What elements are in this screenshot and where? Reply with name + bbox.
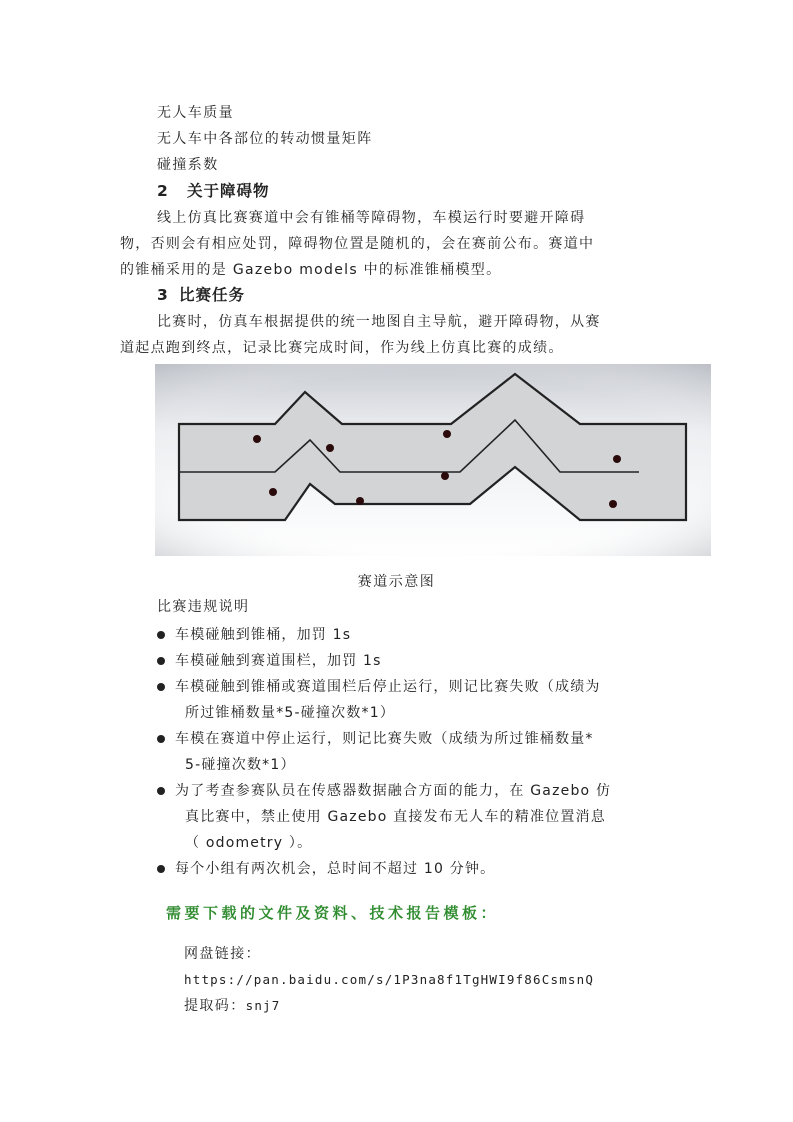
rule-text-continued: 所过锥桶数量*5-碰撞次数*1） — [185, 705, 396, 721]
text-collision-coefficient: 碰撞系数 — [157, 157, 219, 173]
bullet-icon — [157, 683, 165, 691]
bullet-icon — [157, 735, 165, 743]
rule-text: 为了考查参赛队员在传感器数据融合方面的能力，在 Gazebo 仿 — [175, 783, 612, 799]
cone-marker — [269, 488, 277, 496]
rules-title: 比赛违规说明 — [157, 599, 250, 615]
cone-marker — [356, 497, 364, 505]
list-item — [157, 856, 697, 882]
bullet-icon — [157, 657, 165, 665]
section-3-number: 3 — [157, 286, 169, 304]
rules-list — [157, 622, 697, 882]
section-3-title: 比赛任务 — [179, 286, 246, 304]
text-inertia-matrix: 无人车中各部位的转动惯量矩阵 — [157, 131, 373, 147]
extraction-code-row — [184, 996, 281, 1016]
cone-marker — [441, 472, 449, 480]
extraction-code-label: 提取码： — [184, 998, 246, 1014]
netdisk-url-link[interactable]: https://pan.baidu.com/s/1P3na8f1TgHWI9f86CsmsnQ — [184, 972, 595, 987]
bullet-icon — [157, 631, 165, 639]
paragraph-line: 比赛时，仿真车根据提供的统一地图自主导航，避开障碍物，从赛 — [157, 314, 601, 330]
bullet-icon — [157, 787, 165, 795]
section-2-number: 2 — [157, 182, 169, 200]
rule-text-continued: （ odometry ）。 — [185, 835, 313, 851]
download-section-title: 需要下载的文件及资料、技术报告模板： — [166, 904, 500, 922]
paragraph-line: 线上仿真比赛赛道中会有锥桶等障碍物，车模运行时要避开障碍 — [157, 210, 586, 226]
cone-marker — [613, 455, 621, 463]
section-3-paragraph — [120, 309, 601, 361]
list-item — [157, 726, 697, 778]
section-2-title: 关于障碍物 — [187, 182, 270, 200]
cone-marker — [326, 444, 334, 452]
rule-text: 车模碰触到锥桶，加罚 1s — [175, 627, 352, 643]
rule-text: 每个小组有两次机会，总时间不超过 10 分钟。 — [175, 861, 496, 877]
text-vehicle-mass: 无人车质量 — [157, 105, 234, 121]
track-diagram — [155, 364, 711, 556]
rule-text-continued: 真比赛中，禁止使用 Gazebo 直接发布无人车的精准位置消息 — [185, 809, 606, 825]
rule-text-continued: 5-碰撞次数*1） — [185, 757, 296, 773]
cone-marker — [609, 500, 617, 508]
cone-marker — [443, 430, 451, 438]
list-item — [157, 778, 697, 856]
list-item — [157, 648, 697, 674]
extraction-code-value: snj7 — [245, 998, 281, 1013]
netdisk-label: 网盘链接： — [184, 946, 261, 962]
paragraph-line: 的锥桶采用的是 Gazebo models 中的标准锥桶模型。 — [120, 262, 502, 278]
bullet-icon — [157, 865, 165, 873]
rule-text: 车模碰触到赛道围栏，加罚 1s — [175, 653, 382, 669]
section-2-paragraph — [120, 205, 594, 283]
section-3-heading — [157, 284, 245, 306]
paragraph-line: 道起点跑到终点，记录比赛完成时间，作为线上仿真比赛的成绩。 — [120, 340, 564, 356]
rule-text: 车模碰触到锥桶或赛道围栏后停止运行，则记比赛失败（成绩为 — [175, 679, 601, 695]
paragraph-line: 物，否则会有相应处罚，障碍物位置是随机的，会在赛前公布。赛道中 — [120, 236, 595, 252]
figure-caption: 赛道示意图 — [357, 574, 436, 590]
section-2-heading — [157, 180, 270, 202]
list-item — [157, 674, 697, 726]
rule-text: 车模在赛道中停止运行，则记比赛失败（成绩为所过锥桶数量* — [175, 731, 594, 747]
cone-marker — [253, 435, 261, 443]
list-item — [157, 622, 697, 648]
